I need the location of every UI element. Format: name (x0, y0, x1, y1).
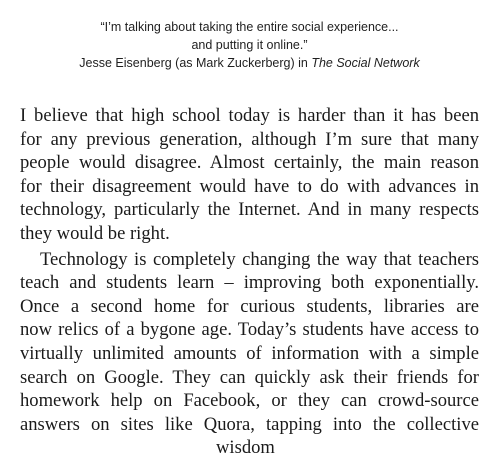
paragraph-line: answers on sites like Quora, tapping into the collective (20, 413, 479, 435)
epigraph-quote-line-2: and putting it online.” (191, 38, 308, 52)
paragraph-line: search on Google. They can quickly ask their friends for (20, 366, 479, 388)
paragraph-line: Technology is completely changing the way that teachers (40, 248, 479, 270)
paragraph-line: Once a second home for curious students, libraries are (20, 295, 479, 317)
epigraph (0, 18, 499, 72)
epigraph-attribution (0, 54, 499, 72)
paragraph-line: homework help on Facebook, or they can crowd-source (20, 390, 479, 412)
paragraph-line: virtually unlimited amounts of information with a simple (20, 342, 479, 364)
cut-off-line: wisdom (216, 437, 275, 459)
paragraph-line: for their disagreement would have to do with advances in (20, 175, 479, 197)
paragraph-2 (20, 248, 479, 459)
paragraph-line: teach and students learn – improving both exponentially. (20, 272, 479, 294)
chapter-body-text (20, 104, 479, 459)
paragraph-line: now relics of a bygone age. Today’s students have access to (20, 319, 479, 341)
paragraph-line: they would be right. (20, 222, 170, 244)
epigraph-quote-line-1: “I’m talking about taking the entire social experience... (100, 20, 399, 34)
epigraph-attribution-author: Jesse Eisenberg (as Mark Zuckerberg) in (79, 56, 312, 70)
paragraph-1 (20, 104, 479, 246)
paragraph-line: for any previous generation, although I’m sure that many (20, 128, 479, 150)
paragraph-line: people would disagree. Almost certainly, the main reason (20, 152, 479, 174)
paragraph-line: I believe that high school today is harder than it has been (20, 105, 479, 126)
paragraph-line: technology, particularly the Internet. And in many respects (20, 199, 479, 221)
epigraph-attribution-film-title: The Social Network (311, 56, 420, 70)
